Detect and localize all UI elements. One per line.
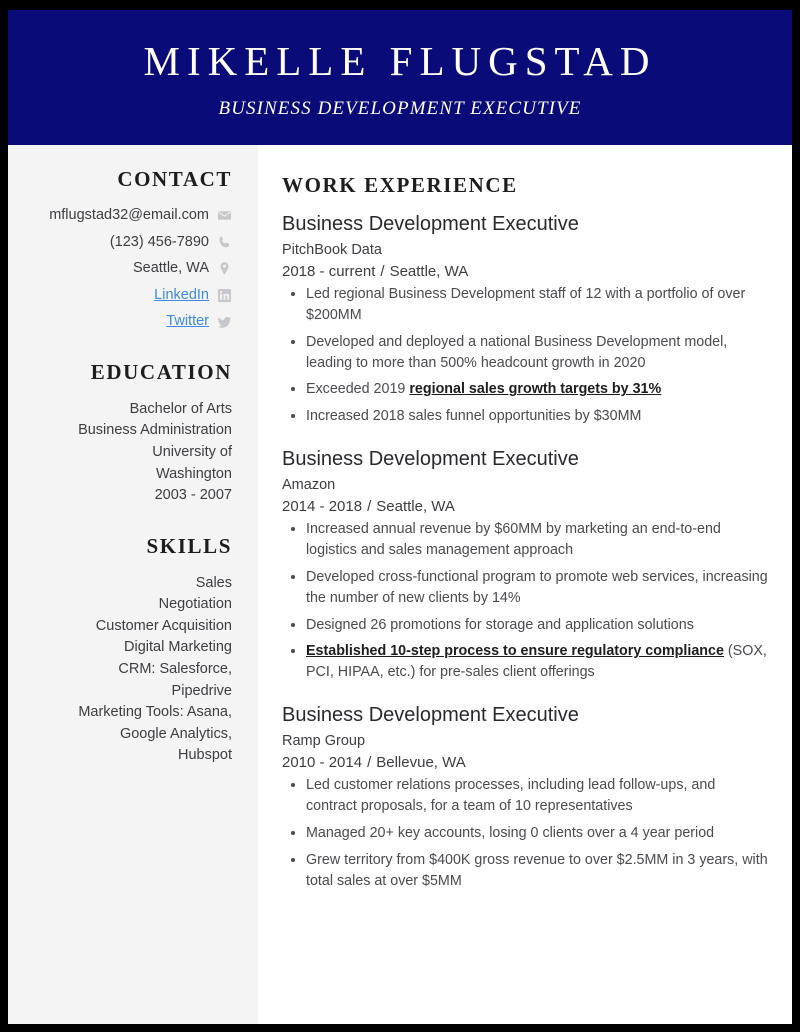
bullet-item — [282, 332, 770, 374]
job-meta — [282, 263, 770, 280]
job-entry — [282, 703, 770, 891]
job-meta — [282, 498, 770, 515]
job-dates: 2010 - 2014 — [282, 754, 363, 772]
job-title: Business Development Executive — [282, 213, 579, 235]
education-line: Bachelor of Arts — [129, 400, 232, 417]
bullet-item — [282, 775, 770, 817]
bullet-item — [282, 615, 770, 636]
job-meta — [282, 754, 770, 771]
envelope-icon — [217, 208, 232, 223]
bullet-text: Increased annual revenue by $60MM by marketing an end-to-end logistics and sales management approach — [306, 521, 721, 559]
skill-line: Customer Acquisition — [95, 617, 232, 634]
bullet-text: Exceeded 2019 — [306, 381, 410, 398]
job-title: Business Development Executive — [282, 448, 579, 471]
contact-heading: CONTACT — [117, 167, 232, 191]
education-line: Washington — [155, 465, 232, 482]
job-dates: 2014 - 2018 — [282, 498, 363, 516]
job-meta-separator: / — [367, 498, 372, 516]
twitter-link[interactable]: Twitter — [166, 313, 209, 330]
skill-line: Google Analytics, — [119, 725, 232, 742]
skill-line: Digital Marketing — [124, 639, 232, 656]
bullet-item — [282, 823, 770, 844]
map-pin-icon — [217, 261, 232, 276]
education-list — [18, 399, 232, 506]
sidebar — [8, 145, 258, 1024]
skill-line: Negotiation — [158, 596, 232, 613]
resume-header — [8, 10, 792, 145]
job-company: Ramp Group — [282, 733, 366, 750]
resume-body — [8, 145, 792, 1024]
contact-item-email — [18, 206, 232, 226]
twitter-icon[interactable] — [217, 315, 232, 330]
job-company: Amazon — [282, 477, 336, 494]
bullet-item — [282, 519, 770, 561]
bullet-highlight: Established 10-step process to ensure regulatory compliance — [306, 643, 724, 660]
contact-phone-text: (123) 456-7890 — [109, 233, 209, 250]
candidate-name: MIKELLE FLUGSTAD — [143, 37, 657, 84]
job-location: Bellevue, WA — [376, 754, 466, 772]
job-dates: 2018 - current — [282, 263, 376, 280]
bullet-item — [282, 850, 770, 892]
contact-item-location — [18, 259, 232, 279]
phone-icon — [217, 235, 232, 250]
bullet-item — [282, 567, 770, 609]
job-bullets — [282, 519, 770, 683]
resume-sheet — [8, 10, 792, 1024]
skill-line: CRM: Salesforce, — [118, 661, 232, 678]
bullet-text: Grew territory from $400K gross revenue to over $2.5MM in 3 years, with total sales at over $5MM — [306, 851, 768, 889]
skill-line: Marketing Tools: Asana, — [78, 704, 232, 721]
bullet-item — [282, 641, 770, 683]
bullet-text: Led customer relations processes, including lead follow-ups, and contract proposals, for a team of 10 representatives — [306, 777, 716, 815]
skills-list — [18, 573, 232, 766]
contact-email-text: mflugstad32@email.com — [49, 207, 209, 223]
job-meta-separator: / — [380, 263, 385, 280]
bullet-item — [282, 379, 770, 400]
skills-heading: SKILLS — [146, 533, 232, 558]
bullet-item — [282, 284, 770, 326]
main-content — [258, 145, 792, 1024]
bullet-text: Designed 26 promotions for storage and application solutions — [306, 616, 694, 633]
skill-line: Hubspot — [177, 747, 232, 764]
contact-list — [18, 206, 232, 332]
job-meta-separator: / — [367, 754, 372, 772]
work-experience-heading: WORK EXPERIENCE — [282, 173, 518, 197]
job-location: Seattle, WA — [376, 498, 455, 516]
linkedin-link[interactable]: LinkedIn — [154, 286, 209, 303]
job-location: Seattle, WA — [389, 263, 469, 280]
contact-item-linkedin[interactable] — [18, 286, 232, 306]
bullet-text-post: (SOX, PCI, HIPAA, etc.) for pre-sales client offerings — [306, 643, 767, 681]
linkedin-icon[interactable] — [217, 288, 232, 303]
candidate-subtitle: BUSINESS DEVELOPMENT EXECUTIVE — [218, 98, 582, 120]
bullet-text: Led regional Business Development staff of 12 with a portfolio of over $200MM — [306, 286, 746, 323]
job-title: Business Development Executive — [282, 704, 579, 727]
bullet-text: Managed 20+ key accounts, losing 0 clients over a 4 year period — [306, 824, 715, 841]
education-heading: EDUCATION — [90, 359, 232, 384]
contact-item-twitter[interactable] — [18, 312, 232, 332]
job-company: PitchBook Data — [282, 242, 382, 258]
skill-line: Pipedrive — [171, 682, 232, 699]
skill-line: Sales — [195, 574, 232, 591]
bullet-text: Increased 2018 sales funnel opportunities by $30MM — [306, 408, 642, 425]
job-entry — [282, 212, 770, 427]
education-line: University of — [152, 443, 232, 460]
bullet-item — [282, 406, 770, 427]
bullet-text: Developed cross-functional program to promote web services, increasing the number of new clients by 14% — [306, 568, 768, 606]
contact-item-phone — [18, 233, 232, 253]
job-bullets — [282, 284, 770, 427]
job-bullets — [282, 775, 770, 891]
education-line: Business Administration — [78, 422, 232, 439]
bullet-text: Developed and deployed a national Business Development model, leading to more than 500% headcount growth in 2020 — [306, 333, 728, 371]
contact-location-text: Seattle, WA — [132, 260, 209, 277]
bullet-highlight: regional sales growth targets by 31% — [409, 381, 662, 398]
job-entry — [282, 447, 770, 683]
education-line: 2003 - 2007 — [154, 487, 232, 504]
